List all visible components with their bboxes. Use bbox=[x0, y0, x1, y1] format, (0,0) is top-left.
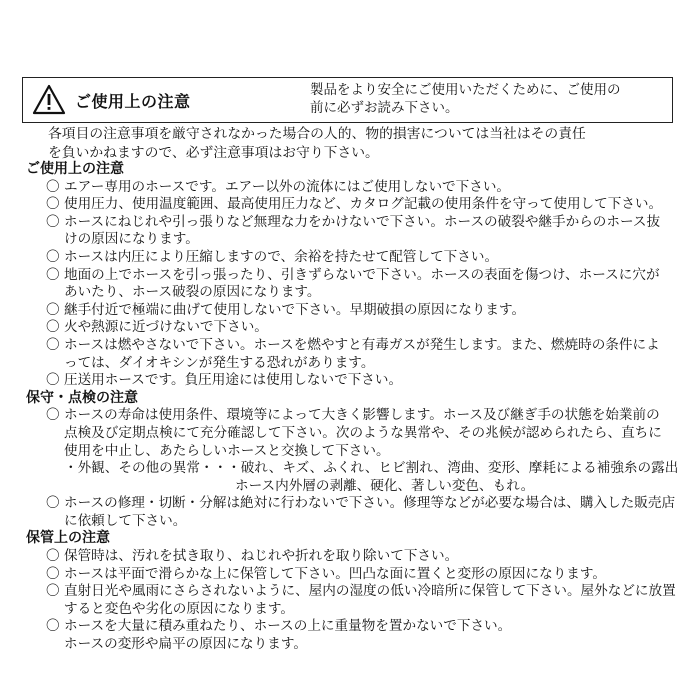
circle-bullet-icon: 〇 bbox=[46, 407, 60, 424]
item-line: 地面の上でホースを引っ張ったり、引きずらないで下さい。ホースの表面を傷つけ、ホースに穴が bbox=[64, 266, 660, 283]
item-line: 火や熱源に近づけないで下さい。 bbox=[64, 319, 268, 336]
list-item bbox=[0, 407, 700, 460]
circle-bullet-icon: 〇 bbox=[46, 548, 60, 565]
item-text bbox=[64, 566, 606, 584]
circle-bullet-icon: 〇 bbox=[46, 319, 60, 336]
section-title: 保管上の注意 bbox=[26, 530, 110, 547]
circle-bullet-icon: 〇 bbox=[46, 618, 60, 635]
list-item bbox=[0, 618, 700, 653]
item-line: あいたり、ホース破裂の原因になります。 bbox=[64, 284, 321, 301]
item-line: けの原因になります。 bbox=[64, 231, 199, 248]
intro-paragraph bbox=[48, 125, 688, 163]
item-text bbox=[64, 548, 458, 566]
item-text bbox=[64, 179, 510, 197]
item-text bbox=[64, 302, 525, 320]
list-item bbox=[0, 337, 700, 372]
list-item bbox=[0, 179, 700, 197]
list-item bbox=[0, 319, 700, 337]
item-line: すると変色や劣化の原因になります。 bbox=[64, 600, 295, 617]
item-line: エアー専用のホースです。エアー以外の流体にはご使用しないで下さい。 bbox=[64, 178, 511, 195]
item-line: ホースは平面で滑らかな上に保管して下さい。凹凸な面に置くと変形の原因になります。 bbox=[64, 565, 606, 582]
intro-line: 各項目の注意事項を厳守されなかった場合の人的、物的損害については当社はその責任 bbox=[48, 126, 586, 142]
item-line: ホースは内圧により圧縮しますので、余裕を持たせて配管して下さい。 bbox=[64, 248, 499, 265]
item-text bbox=[64, 583, 676, 618]
section-title: ご使用上の注意 bbox=[26, 161, 124, 177]
list-item bbox=[0, 196, 700, 214]
circle-bullet-icon: 〇 bbox=[46, 266, 60, 283]
circle-bullet-icon: 〇 bbox=[46, 372, 60, 389]
header-note bbox=[310, 81, 670, 117]
list-item bbox=[0, 267, 700, 302]
list-item bbox=[0, 566, 700, 584]
list-item bbox=[0, 372, 700, 390]
item-line: ホースの寿命は使用条件、環境等によって大きく影響します。ホース及び継ぎ手の状態を始業前の bbox=[64, 407, 660, 424]
item-line: ホースを大量に積み重ねたり、ホースの上に重量物を置かないで下さい。 bbox=[64, 618, 512, 635]
item-text bbox=[64, 319, 268, 337]
item-text bbox=[64, 407, 662, 460]
item-line: ホースの変形や扁平の原因になります。 bbox=[64, 636, 307, 653]
item-text bbox=[64, 214, 660, 249]
item-line: 直射日光や風雨にさらされないように、屋内の湿度の低い冷暗所に保管して下さい。屋外などに放置 bbox=[64, 583, 676, 600]
list-item bbox=[0, 214, 700, 249]
item-text bbox=[64, 618, 511, 653]
header-note-line: 前に必ずお読み下さい。 bbox=[310, 100, 459, 116]
item-line: に依頼して下さい。 bbox=[64, 512, 187, 529]
item-text bbox=[64, 267, 660, 302]
circle-bullet-icon: 〇 bbox=[46, 213, 60, 230]
list-item bbox=[0, 548, 700, 566]
list-item bbox=[0, 583, 700, 618]
item-text bbox=[64, 495, 675, 530]
item-line: ホースは燃やさないで下さい。ホースを燃やすと有毒ガスが発生します。また、燃焼時の条件によ bbox=[64, 336, 660, 353]
caution-header bbox=[22, 77, 673, 123]
circle-bullet-icon: 〇 bbox=[46, 583, 60, 600]
caution-sections bbox=[0, 161, 700, 654]
circle-bullet-icon: 〇 bbox=[46, 301, 60, 318]
circle-bullet-icon: 〇 bbox=[46, 178, 60, 195]
circle-bullet-icon: 〇 bbox=[46, 495, 60, 512]
list-item bbox=[0, 249, 700, 267]
list-item bbox=[0, 495, 700, 530]
abnormality-list-line: ・外観、その他の異常・・・破れ、キズ、ふくれ、ヒビ割れ、湾曲、変形、摩耗による補強糸の露出 bbox=[64, 460, 679, 477]
item-text bbox=[64, 372, 402, 390]
circle-bullet-icon: 〇 bbox=[46, 248, 60, 265]
item-line: 継手付近で極端に曲げて使用しないで下さい。早期破損の原因になります。 bbox=[64, 301, 526, 318]
circle-bullet-icon: 〇 bbox=[46, 565, 60, 582]
circle-bullet-icon: 〇 bbox=[46, 196, 60, 213]
item-line: 保管時は、汚れを拭き取り、ねじれや折れを取り除いて下さい。 bbox=[64, 548, 459, 565]
header-note-line: 製品をより安全にご使用いただくために、ご使用の bbox=[310, 82, 621, 98]
item-line: 点検及び定期点検にて充分確認して下さい。次のような異常や、その兆候が認められたら、直ちに bbox=[64, 424, 662, 441]
item-line: ホースにねじれや引っ張りなど無理な力をかけないで下さい。ホースの破裂や継手からのホース抜 bbox=[64, 213, 661, 230]
item-line: 使用圧力、使用温度範囲、最高使用圧力など、カタログ記載の使用条件を守って使用して下さい。 bbox=[64, 196, 663, 213]
list-item bbox=[0, 302, 700, 320]
item-text bbox=[64, 337, 660, 372]
abnormality-list-line: ホース内外層の剥離、硬化、著しい変色、もれ。 bbox=[235, 477, 535, 494]
item-line: ホースの修理・切断・分解は絶対に行わないで下さい。修理等などが必要な場合は、購入した販売店 bbox=[64, 495, 676, 512]
intro-line: を負いかねますので、必ず注意事項はお守り下さい。 bbox=[48, 145, 379, 161]
item-text bbox=[64, 196, 662, 214]
item-line: っては、ダイオキシンが発生する恐れがあります。 bbox=[64, 354, 375, 371]
item-line: 圧送用ホースです。負圧用途には使用しないで下さい。 bbox=[64, 372, 403, 389]
item-text bbox=[64, 249, 498, 267]
header-title: ご使用上の注意 bbox=[75, 92, 191, 111]
circle-bullet-icon: 〇 bbox=[46, 336, 60, 353]
section-title: 保守・点検の注意 bbox=[26, 389, 138, 406]
item-line: 使用を中止し、あたらしいホースと交換して下さい。 bbox=[64, 442, 390, 459]
